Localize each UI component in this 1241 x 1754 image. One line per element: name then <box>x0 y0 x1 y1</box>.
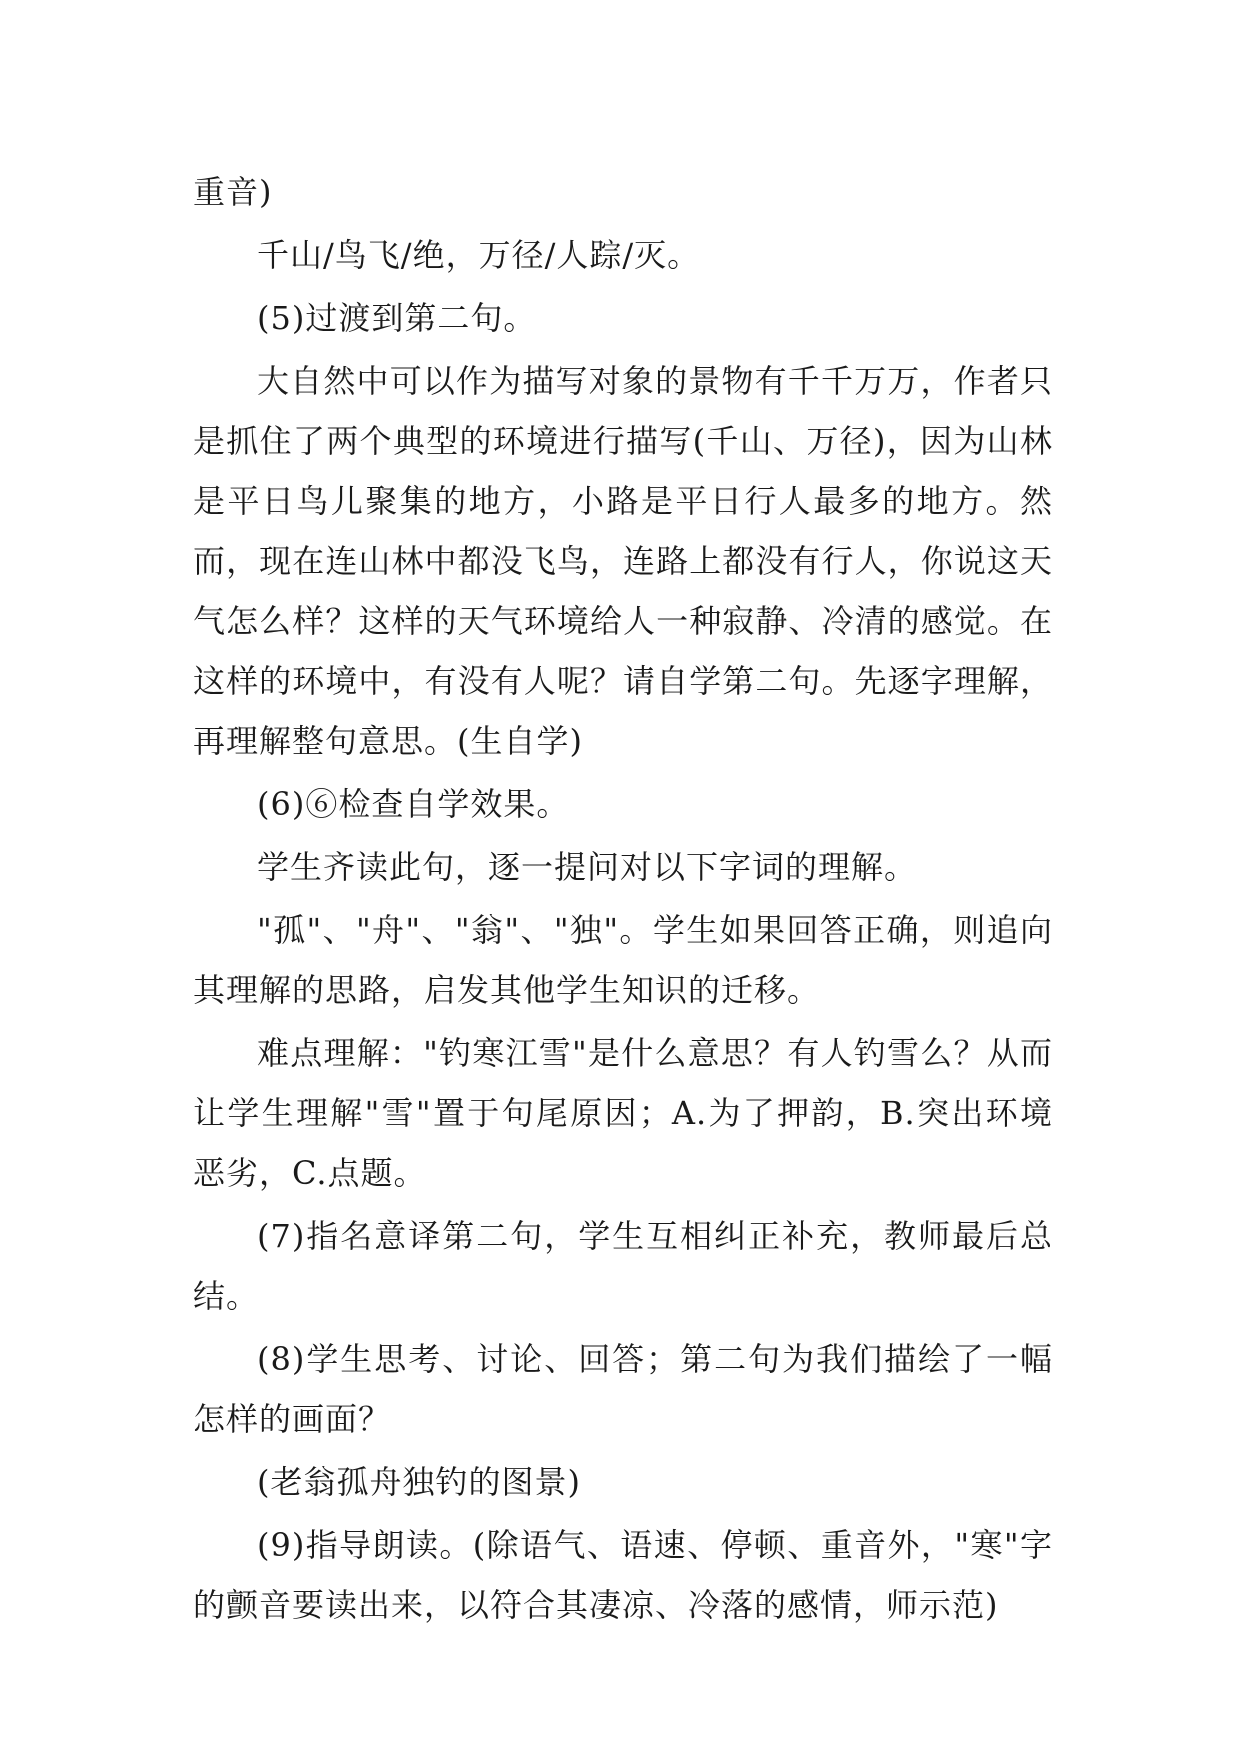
paragraph-step-6: (6)⑥检查自学效果。 <box>257 785 570 823</box>
paragraph-step-5: (5)过渡到第二句。 <box>257 299 537 337</box>
paragraph-key-words: "孤"、"舟"、"翁"、"独"。学生如果回答正确，则追向其理解的思路，启发其他学生知识的迁移。 <box>193 911 1053 1009</box>
paragraph-step-8: (8)学生思考、讨论、回答；第二句为我们描绘了一幅怎样的画面？ <box>193 1340 1053 1438</box>
paragraph-step-9: (9)指导朗读。(除语气、语速、停顿、重音外，"寒"字的颤音要读出来，以符合其凄凉、冷落的感情，师示范) <box>193 1526 1053 1624</box>
paragraph-continuation: 重音) <box>193 173 273 211</box>
paragraph-explanation: 大自然中可以作为描写对象的景物有千千万万，作者只是抓住了两个典型的环境进行描写(千山、万径)，因为山林是平日鸟儿聚集的地方，小路是平日行人最多的地方。然而，现在连山林中都没飞鸟，连路上都没有行人，你说这天气怎么样？这样的天气环境给人一种寂静、冷清的感觉。在这样的环境中，有没有人呢？请自学第二句。先逐字理解，再理解整句意思。(生自学) <box>193 362 1053 760</box>
paragraph-poem-line: 千山/鸟飞/绝，万径/人踪/灭。 <box>257 236 701 274</box>
paragraph-difficulty: 难点理解："钓寒江雪"是什么意思？有人钓雪么？从而让学生理解"雪"置于句尾原因；A.为了押韵，B.突出环境恶劣，C.点题。 <box>193 1034 1053 1192</box>
paragraph-answer: (老翁孤舟独钓的图景) <box>257 1463 581 1501</box>
paragraph-read-aloud: 学生齐读此句，逐一提问对以下字词的理解。 <box>257 848 918 886</box>
paragraph-step-7: (7)指名意译第二句，学生互相纠正补充，教师最后总结。 <box>193 1217 1053 1315</box>
document-page <box>193 162 1053 1638</box>
